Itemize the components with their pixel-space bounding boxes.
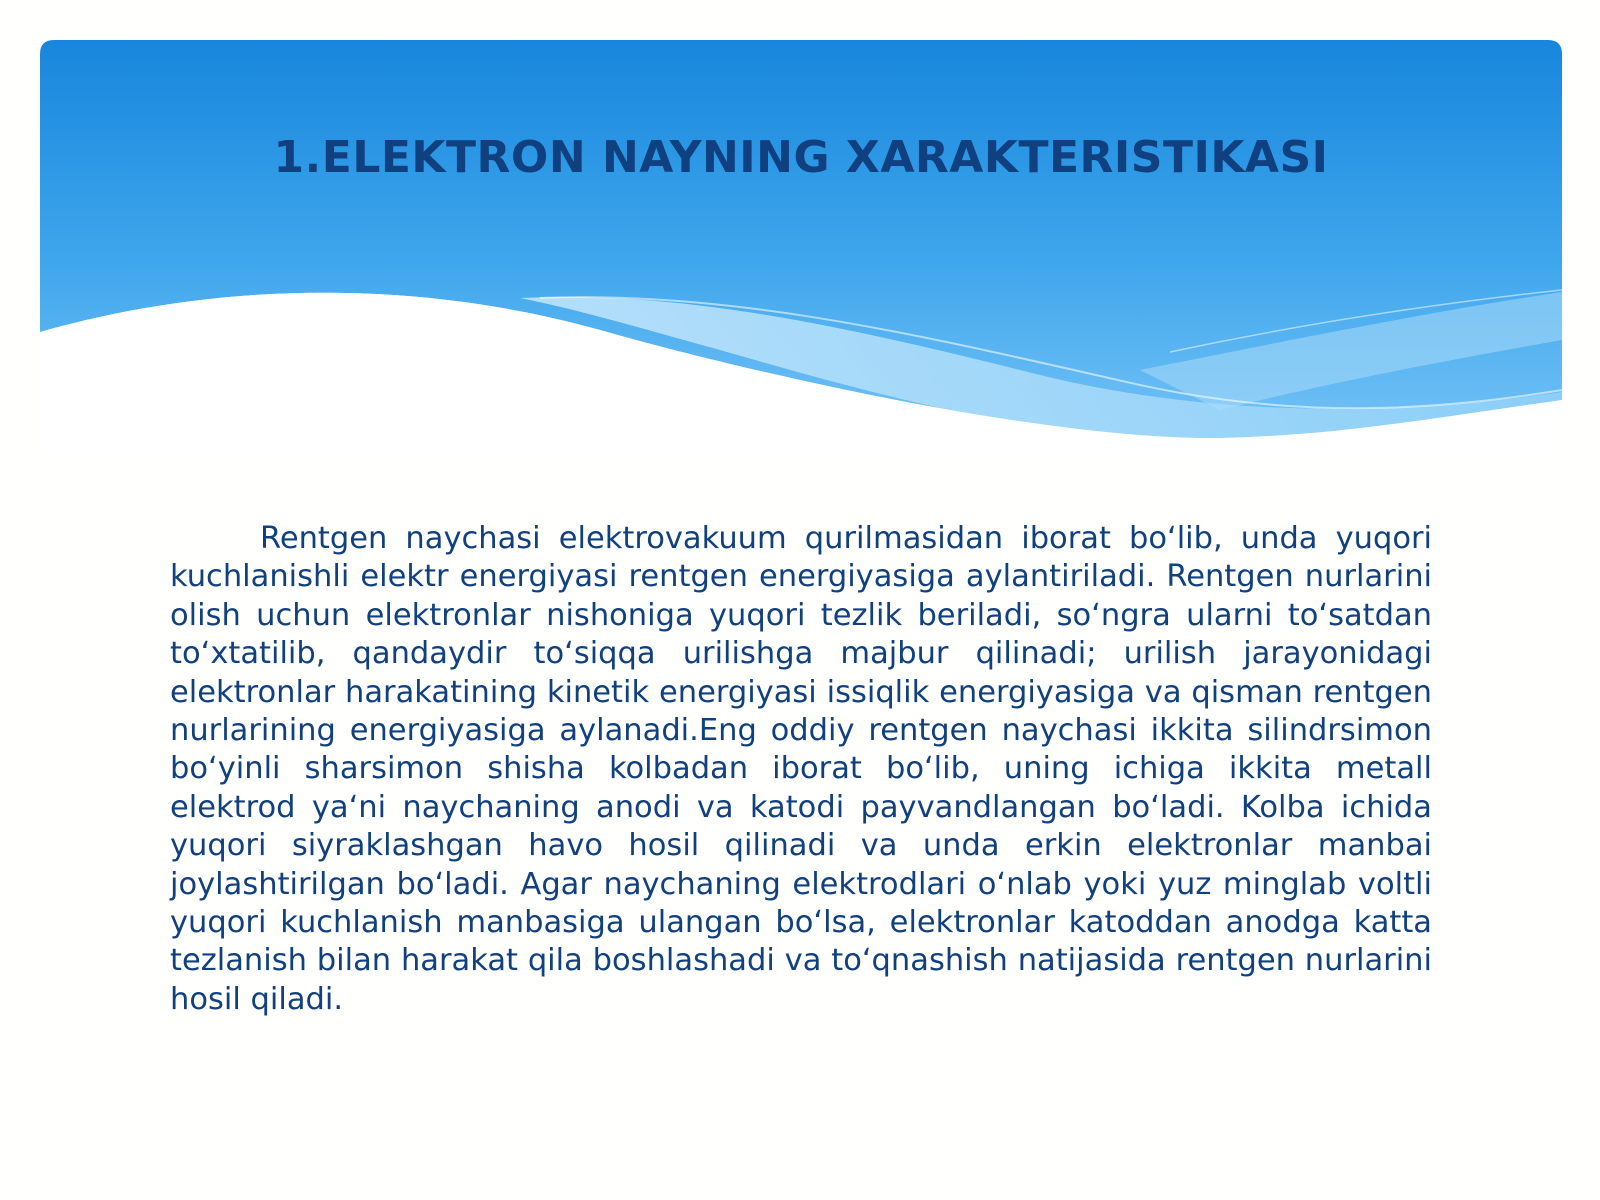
slide-body-text: Rentgen naychasi elektrovakuum qurilmasidan iborat boʻlib, unda yuqori kuchlanishli elektr energiyasi rentgen energiyasiga aylantiriladi. Rentgen nurlarini olish uchun elektronlar nishoniga yuqori tezlik beriladi, soʻngra ularni toʻsatdan toʻxtatilib, qandaydir toʻsiqqa urilishga majbur qilinadi; urilish jarayonidagi elektronlar harakatining kinetik energiyasi issiqlik energiyasiga va qisman rentgen nurlarining energiyasiga aylanadi.Eng oddiy rentgen naychasi ikkita silindrsimon boʻyinli sharsimon shisha kolbadan iborat boʻlib, uning ichiga ikkita metall elektrod yaʻni naychaning anodi va katodi payvandlangan boʻladi. Kolba ichida yuqori siyraklashgan havo hosil qilinadi va unda erkin elektronlar manbai joylashtirilgan boʻladi. Agar naychaning elektrodlari oʻnlab yoki yuz minglab voltli yuqori kuchlanish manbasiga ulangan boʻlsa, elektronlar katoddan anodga katta tezlanish bilan harakat qila boshlashadi va toʻqnashish natijasida rentgen nurlarini hosil qiladi. (170, 521, 1432, 1017)
slide-title: 1.ELEKTRON NAYNING XARAKTERISTIKASI (273, 132, 1329, 183)
wave-banner (40, 40, 1562, 460)
